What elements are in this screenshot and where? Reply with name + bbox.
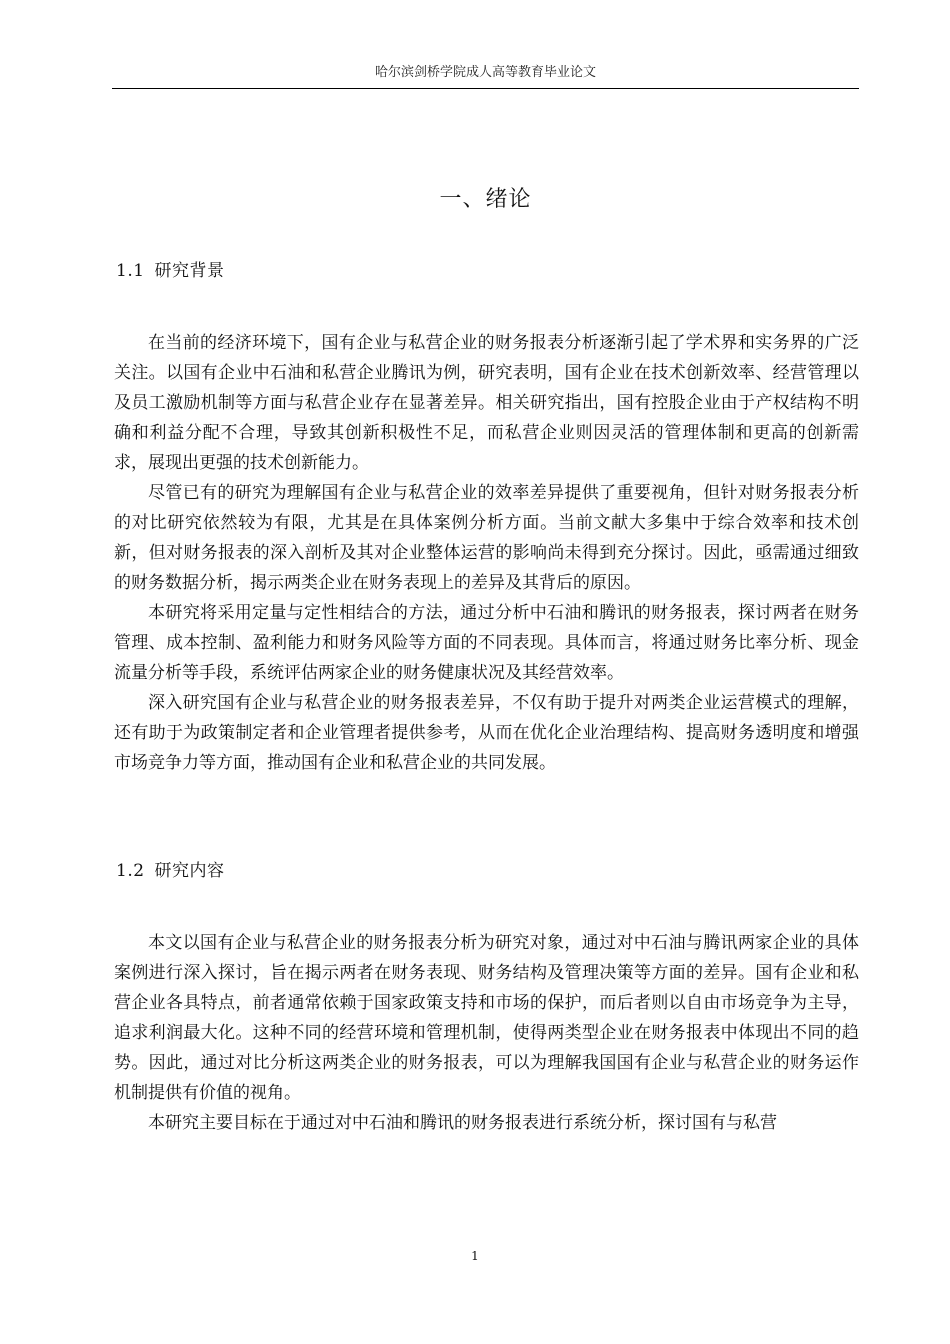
section-1-2-body: [114, 928, 859, 1138]
page-number: 1: [471, 1249, 479, 1263]
paragraph: 在当前的经济环境下，国有企业与私营企业的财务报表分析逐渐引起了学术界和实务界的广泛关注。以国有企业中石油和私营企业腾讯为例，研究表明，国有企业在技术创新效率、经营管理以及员工激励机制等方面与私营企业存在显著差异。相关研究指出，国有控股企业由于产权结构不明确和利益分配不合理，导致其创新积极性不足，而私营企业则因灵活的管理体制和更高的创新需求，展现出更强的技术创新能力。: [114, 333, 859, 473]
paragraph: 尽管已有的研究为理解国有企业与私营企业的效率差异提供了重要视角，但针对财务报表分析的对比研究依然较为有限，尤其是在具体案例分析方面。当前文献大多集中于综合效率和技术创新，但对财务报表的深入剖析及其对企业整体运营的影响尚未得到充分探讨。因此，亟需通过细致的财务数据分析，揭示两类企业在财务表现上的差异及其背后的原因。: [114, 483, 859, 593]
paragraph: 本研究主要目标在于通过对中石油和腾讯的财务报表进行系统分析，探讨国有与私营: [148, 1113, 777, 1133]
section-title: 研究背景: [154, 261, 225, 281]
paragraph: 本文以国有企业与私营企业的财务报表分析为研究对象，通过对中石油与腾讯两家企业的具体案例进行深入探讨，旨在揭示两者在财务表现、财务结构及管理决策等方面的差异。国有企业和私营企业各具特点，前者通常依赖于国家政策支持和市场的保护，而后者则以自由市场竞争为主导，追求利润最大化。这种不同的经营环境和管理机制，使得两类型企业在财务报表中体现出不同的趋势。因此，通过对比分析这两类企业的财务报表，可以为理解我国国有企业与私营企业的财务运作机制提供有价值的视角。: [114, 933, 859, 1103]
page-header: 哈尔滨剑桥学院成人高等教育毕业论文: [112, 62, 859, 89]
chapter-title: 一、绪论: [439, 187, 532, 212]
section-title: 研究内容: [154, 861, 225, 881]
section-number: 1.2: [116, 861, 145, 881]
section-heading-1-2: [116, 858, 225, 884]
section-heading-1-1: [116, 258, 225, 284]
section-number: 1.1: [116, 261, 145, 281]
section-1-1-body: [114, 328, 859, 778]
paragraph: 本研究将采用定量与定性相结合的方法，通过分析中石油和腾讯的财务报表，探讨两者在财务管理、成本控制、盈利能力和财务风险等方面的不同表现。具体而言，将通过财务比率分析、现金流量分析等手段，系统评估两家企业的财务健康状况及其经营效率。: [114, 603, 859, 683]
paragraph: 深入研究国有企业与私营企业的财务报表差异，不仅有助于提升对两类企业运营模式的理解，还有助于为政策制定者和企业管理者提供参考，从而在优化企业治理结构、提高财务透明度和增强市场竞争力等方面，推动国有企业和私营企业的共同发展。: [114, 693, 859, 773]
